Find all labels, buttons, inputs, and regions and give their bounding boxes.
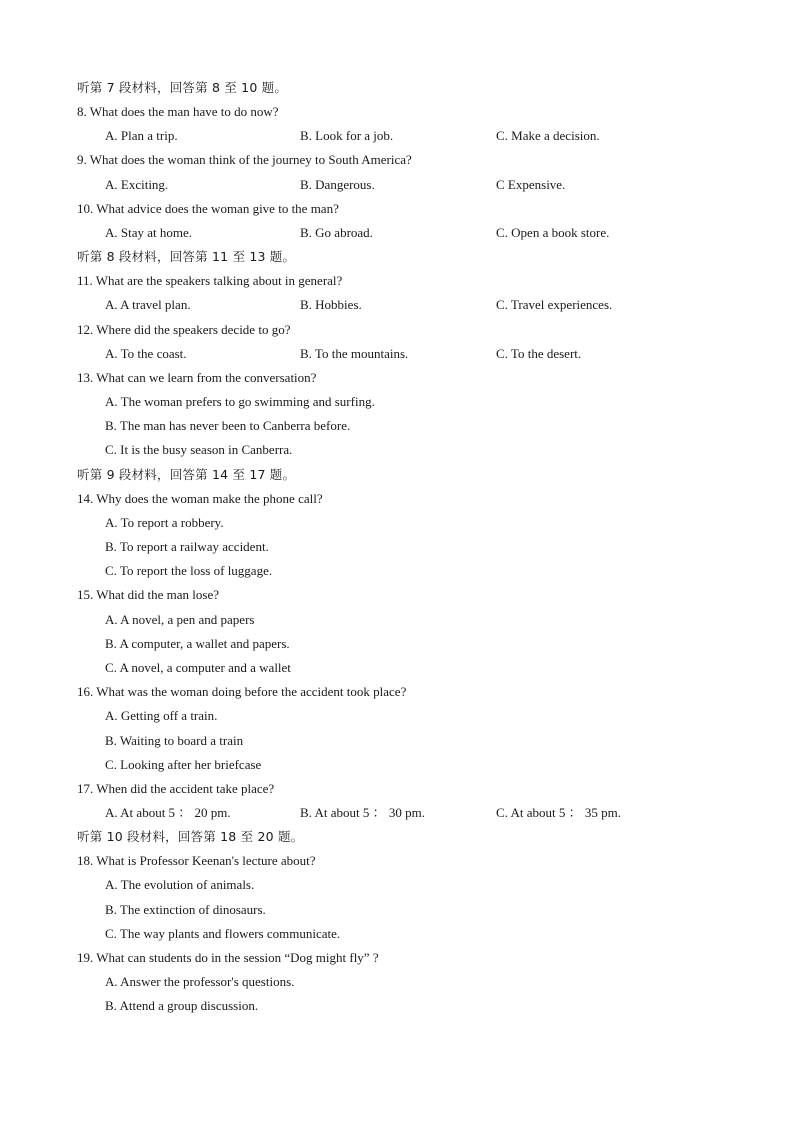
question-text: 8. What does the man have to do now? bbox=[77, 104, 279, 119]
answer-option: A. The evolution of animals. bbox=[105, 877, 255, 893]
question-text: 16. What was the woman doing before the accident took place? bbox=[77, 684, 407, 700]
answer-option: B. Look for a job. bbox=[300, 128, 394, 144]
answer-option: B. Waiting to board a train bbox=[105, 732, 244, 748]
answer-option: B. Go abroad. bbox=[300, 224, 373, 240]
answer-option: A. To report a robbery. bbox=[105, 514, 224, 530]
section-heading: 听第 10 段材料，回答第 18 至 20 题。 bbox=[77, 829, 304, 845]
answer-option: C. The way plants and flowers communicate. bbox=[105, 925, 341, 941]
answer-option: A. Stay at home. bbox=[105, 224, 193, 240]
answer-option: A. To the coast. bbox=[105, 345, 187, 361]
options-row bbox=[77, 342, 717, 366]
answer-option: C. Open a book store. bbox=[496, 224, 610, 240]
answer-option: B. Hobbies. bbox=[300, 297, 362, 313]
section-heading: 听第 8 段材料，回答第 11 至 13 题。 bbox=[77, 249, 296, 265]
answer-option: C. To the desert. bbox=[496, 345, 582, 361]
answer-option: A. A travel plan. bbox=[105, 297, 191, 313]
answer-option: B. The extinction of dinosaurs. bbox=[105, 901, 266, 917]
options-row bbox=[77, 124, 717, 148]
options-row bbox=[77, 173, 717, 197]
answer-option: C. Make a decision. bbox=[496, 128, 600, 144]
answer-option: C. At about 5 ： 35 pm. bbox=[496, 805, 621, 821]
question-text: 9. What does the woman think of the journey to South America? bbox=[77, 152, 412, 168]
question-text: 13. What can we learn from the conversation? bbox=[77, 369, 317, 385]
answer-option: A. Answer the professor's questions. bbox=[105, 974, 295, 990]
answer-option: C. A novel, a computer and a wallet bbox=[105, 659, 291, 675]
answer-option: A. A novel, a pen and papers bbox=[105, 611, 255, 627]
question-text: 14. Why does the woman make the phone call? bbox=[77, 490, 323, 506]
options-row bbox=[77, 221, 717, 245]
answer-option: B. The man has never been to Canberra before. bbox=[105, 418, 351, 434]
answer-option: B. Dangerous. bbox=[300, 176, 375, 192]
section-heading: 听第 9 段材料，回答第 14 至 17 题。 bbox=[77, 466, 296, 482]
answer-option: C. It is the busy season in Canberra. bbox=[105, 442, 293, 458]
question-text: 18. What is Professor Keenan's lecture about? bbox=[77, 853, 316, 869]
question-text: 10. What advice does the woman give to the man? bbox=[77, 200, 339, 216]
answer-option: A. At about 5 ： 20 pm. bbox=[105, 805, 231, 821]
answer-option: A. Exciting. bbox=[105, 176, 169, 192]
options-row bbox=[77, 801, 717, 825]
answer-option: C. Looking after her briefcase bbox=[105, 756, 262, 772]
question-text: 15. What did the man lose? bbox=[77, 587, 220, 603]
question-text: 17. When did the accident take place? bbox=[77, 780, 275, 796]
exam-page bbox=[77, 76, 717, 1019]
section-heading: 听第 7 段材料，回答第 8 至 10 题。 bbox=[77, 80, 288, 95]
options-row bbox=[77, 293, 717, 317]
answer-option: A. The woman prefers to go swimming and surfing. bbox=[105, 394, 375, 410]
answer-option: A. Plan a trip. bbox=[105, 128, 178, 144]
answer-option: C. To report the loss of luggage. bbox=[105, 563, 273, 579]
answer-option: C Expensive. bbox=[496, 176, 566, 192]
answer-option: A. Getting off a train. bbox=[105, 708, 218, 724]
question-text: 12. Where did the speakers decide to go? bbox=[77, 321, 291, 337]
answer-option: B. A computer, a wallet and papers. bbox=[105, 635, 290, 651]
question-text: 11. What are the speakers talking about in general? bbox=[77, 273, 343, 289]
answer-option: B. To report a railway accident. bbox=[105, 539, 269, 554]
answer-option: B. To the mountains. bbox=[300, 345, 409, 361]
answer-option: C. Travel experiences. bbox=[496, 297, 613, 313]
question-text: 19. What can students do in the session “Dog might fly” ? bbox=[77, 950, 379, 965]
answer-option: B. Attend a group discussion. bbox=[105, 998, 259, 1014]
answer-option: B. At about 5 ： 30 pm. bbox=[300, 805, 425, 821]
